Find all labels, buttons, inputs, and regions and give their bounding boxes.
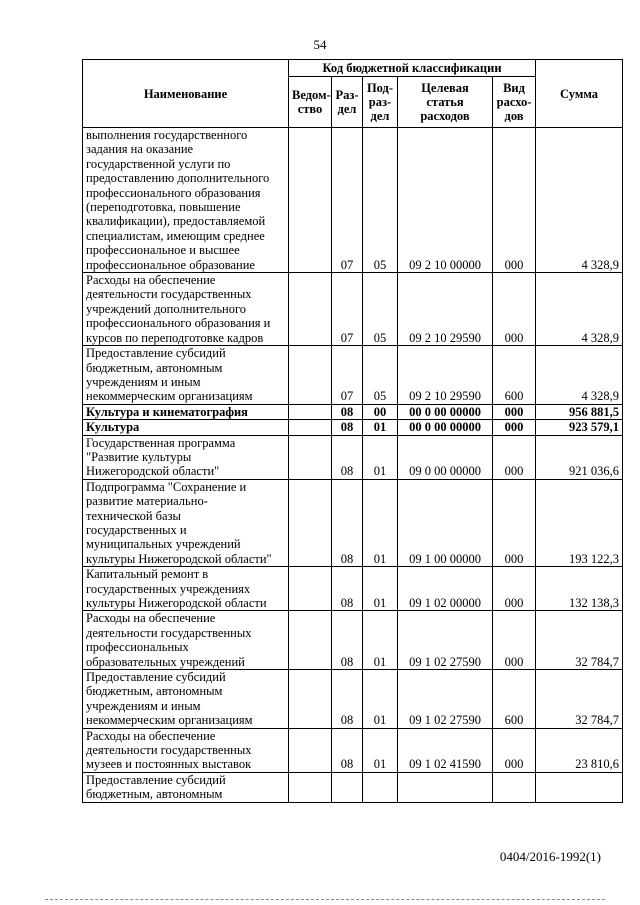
row-vedomstvo bbox=[289, 128, 332, 273]
row-celevaya: 09 0 00 00000 bbox=[398, 435, 493, 479]
table-row bbox=[83, 479, 623, 566]
table-row bbox=[83, 128, 623, 273]
row-summa: 23 810,6 bbox=[536, 728, 623, 772]
row-podrazdel: 05 bbox=[363, 273, 398, 346]
row-vid: 000 bbox=[493, 479, 536, 566]
header-vedomstvo: Ведом- ство bbox=[289, 77, 332, 128]
row-razdel: 08 bbox=[332, 435, 363, 479]
row-summa: 4 328,9 bbox=[536, 346, 623, 405]
row-name: Предоставление субсидий бюджетным, автономным bbox=[83, 772, 289, 802]
table-row bbox=[83, 772, 623, 802]
row-vedomstvo bbox=[289, 435, 332, 479]
row-podrazdel: 01 bbox=[363, 670, 398, 729]
row-vid: 000 bbox=[493, 611, 536, 670]
footer-divider bbox=[45, 899, 605, 900]
row-celevaya: 00 0 00 00000 bbox=[398, 420, 493, 435]
header-razdel: Раз- дел bbox=[332, 77, 363, 128]
row-podrazdel: 00 bbox=[363, 404, 398, 419]
table-row bbox=[83, 435, 623, 479]
header-vid: Вид расхо- дов bbox=[493, 77, 536, 128]
row-vid: 000 bbox=[493, 404, 536, 419]
header-name: Наименование bbox=[83, 60, 289, 128]
row-vedomstvo bbox=[289, 420, 332, 435]
row-celevaya: 09 1 02 41590 bbox=[398, 728, 493, 772]
row-razdel: 08 bbox=[332, 728, 363, 772]
row-name: Расходы на обеспечение деятельности государственных профессиональных образовательных учреждений bbox=[83, 611, 289, 670]
row-celevaya: 09 1 00 00000 bbox=[398, 479, 493, 566]
row-celevaya: 09 1 02 27590 bbox=[398, 670, 493, 729]
row-podrazdel: 01 bbox=[363, 728, 398, 772]
row-name: Государственная программа "Развитие культуры Нижегородской области" bbox=[83, 435, 289, 479]
row-summa: 921 036,6 bbox=[536, 435, 623, 479]
row-celevaya: 09 1 02 27590 bbox=[398, 611, 493, 670]
row-summa: 4 328,9 bbox=[536, 273, 623, 346]
row-name: Культура bbox=[83, 420, 289, 435]
table-row bbox=[83, 346, 623, 405]
row-celevaya: 00 0 00 00000 bbox=[398, 404, 493, 419]
row-razdel: 08 bbox=[332, 670, 363, 729]
row-name: Культура и кинематография bbox=[83, 404, 289, 419]
row-name: Предоставление субсидий бюджетным, автономным учреждениям и иным некоммерческим организациям bbox=[83, 670, 289, 729]
row-podrazdel: 01 bbox=[363, 420, 398, 435]
row-podrazdel: 05 bbox=[363, 346, 398, 405]
table-row bbox=[83, 273, 623, 346]
row-name: Подпрограмма "Сохранение и развитие материально- технической базы государственных и муниципальных учреждений культуры Нижегородской области" bbox=[83, 479, 289, 566]
budget-table bbox=[82, 59, 623, 803]
row-name: Предоставление субсидий бюджетным, автономным учреждениям и иным некоммерческим организациям bbox=[83, 346, 289, 405]
row-razdel: 08 bbox=[332, 611, 363, 670]
row-vid: 000 bbox=[493, 420, 536, 435]
row-vedomstvo bbox=[289, 728, 332, 772]
row-name: Расходы на обеспечение деятельности государственных учреждений дополнительного профессионального образования и курсов по переподготовке кадров bbox=[83, 273, 289, 346]
row-razdel: 07 bbox=[332, 273, 363, 346]
row-vedomstvo bbox=[289, 404, 332, 419]
row-summa: 132 138,3 bbox=[536, 567, 623, 611]
row-podrazdel: 01 bbox=[363, 611, 398, 670]
row-vid: 000 bbox=[493, 128, 536, 273]
row-summa: 956 881,5 bbox=[536, 404, 623, 419]
table-row bbox=[83, 567, 623, 611]
row-vedomstvo bbox=[289, 273, 332, 346]
row-celevaya: 09 2 10 29590 bbox=[398, 273, 493, 346]
row-vid: 600 bbox=[493, 670, 536, 729]
row-vedomstvo bbox=[289, 479, 332, 566]
table-row bbox=[83, 670, 623, 729]
row-celevaya: 09 1 02 00000 bbox=[398, 567, 493, 611]
row-razdel: 07 bbox=[332, 346, 363, 405]
row-vid: 600 bbox=[493, 346, 536, 405]
row-vid: 000 bbox=[493, 567, 536, 611]
row-celevaya: 09 2 10 00000 bbox=[398, 128, 493, 273]
row-vid: 000 bbox=[493, 728, 536, 772]
row-razdel bbox=[332, 772, 363, 802]
row-podrazdel bbox=[363, 772, 398, 802]
row-summa: 4 328,9 bbox=[536, 128, 623, 273]
header-code-group: Код бюджетной классификации bbox=[289, 60, 536, 77]
table-row bbox=[83, 420, 623, 435]
row-vedomstvo bbox=[289, 772, 332, 802]
row-vedomstvo bbox=[289, 611, 332, 670]
row-summa: 193 122,3 bbox=[536, 479, 623, 566]
row-summa: 32 784,7 bbox=[536, 670, 623, 729]
table-row bbox=[83, 611, 623, 670]
row-name: выполнения государственного задания на оказание государственной услуги по предоставлению дополнительного профессионального образования (переподготовка, повышение квалификации), предоставляемой специалистам, имеющим среднее профессиональное и высшее профессиональное образование bbox=[83, 128, 289, 273]
header-celevaya: Целевая статья расходов bbox=[398, 77, 493, 128]
row-podrazdel: 01 bbox=[363, 435, 398, 479]
row-razdel: 07 bbox=[332, 128, 363, 273]
row-summa: 32 784,7 bbox=[536, 611, 623, 670]
row-summa bbox=[536, 772, 623, 802]
row-celevaya: 09 2 10 29590 bbox=[398, 346, 493, 405]
header-summa: Сумма bbox=[536, 60, 623, 128]
row-vedomstvo bbox=[289, 346, 332, 405]
table-row bbox=[83, 404, 623, 419]
row-vid: 000 bbox=[493, 435, 536, 479]
row-razdel: 08 bbox=[332, 404, 363, 419]
row-summa: 923 579,1 bbox=[536, 420, 623, 435]
row-razdel: 08 bbox=[332, 567, 363, 611]
document-code: 0404/2016-1992(1) bbox=[499, 849, 601, 864]
row-podrazdel: 01 bbox=[363, 567, 398, 611]
row-vedomstvo bbox=[289, 670, 332, 729]
table-row bbox=[83, 728, 623, 772]
row-podrazdel: 05 bbox=[363, 128, 398, 273]
row-razdel: 08 bbox=[332, 420, 363, 435]
row-vid bbox=[493, 772, 536, 802]
row-name: Капитальный ремонт в государственных учреждениях культуры Нижегородской области bbox=[83, 567, 289, 611]
row-razdel: 08 bbox=[332, 479, 363, 566]
row-vedomstvo bbox=[289, 567, 332, 611]
row-celevaya bbox=[398, 772, 493, 802]
page-number: 54 bbox=[313, 37, 327, 52]
row-vid: 000 bbox=[493, 273, 536, 346]
header-podrazdel: Под- раз- дел bbox=[363, 77, 398, 128]
row-podrazdel: 01 bbox=[363, 479, 398, 566]
row-name: Расходы на обеспечение деятельности государственных музеев и постоянных выставок bbox=[83, 728, 289, 772]
